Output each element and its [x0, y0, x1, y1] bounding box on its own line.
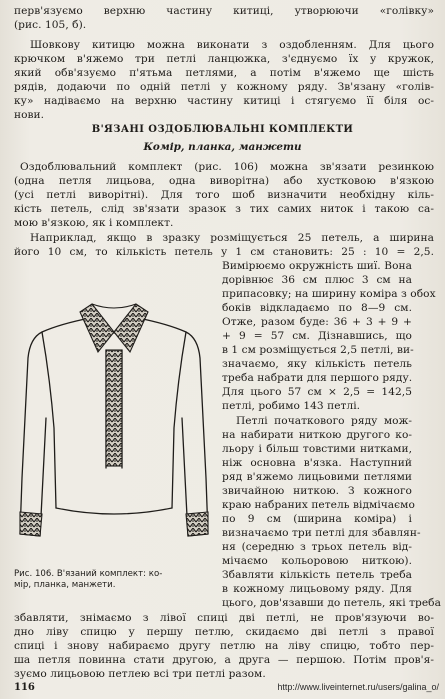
text-line: збавляти, знімаємо з лівої спиці дві петлі, не пров'язуючи во-: [14, 612, 434, 624]
text-line: + 9 = 57 см. Дізнавшись, що: [222, 330, 412, 342]
text-line: Шовкову китицю можна виконати з оздобленням. Для цього: [30, 39, 434, 51]
text-line: Оздоблювальний комплект (рис. 106) можна зв'язати резинкою: [20, 161, 434, 173]
text-line: ку» надіваємо на верхню частину китиці і стягуємо її біля ос-: [14, 95, 434, 107]
text-line: на набирати ниткою другого ко-: [222, 429, 412, 441]
text-line: ніж основна в'язка. Наступний: [222, 457, 412, 469]
text-line: боків відкладаємо по 8—9 см.: [222, 302, 412, 314]
text-line: мою в'язкою, як і комплект.: [14, 217, 174, 229]
text-line: (усі петлі виворітні). Для того шоб визначити необхідну кіль-: [14, 189, 434, 201]
text-line: в 1 см розміщується 2,5 петлі, ви-: [222, 344, 414, 356]
text-line: в кожному лицьовому ряду. Для: [222, 583, 412, 595]
subsection-title: Комір, планка, манжети: [143, 141, 302, 153]
text-line: петлі, робимо 143 петлі.: [222, 400, 361, 412]
text-line: ня (середню з трьох петель від-: [222, 541, 412, 553]
text-line: Наприклад, якщо в зразку розміщується 25 петель, а ширина: [30, 232, 434, 244]
text-line: ряд в'яжемо лицьовими петлями: [222, 471, 412, 483]
text-line: ша петля повинна стати другою, а друга — першою. Потім пров'я-: [14, 654, 434, 666]
text-line: треба набрати для першого ряду.: [222, 372, 413, 384]
text-line: Петлі початкового ряду мож-: [236, 415, 412, 427]
text-line: Вимірюємо окружність шиї. Вона: [222, 260, 412, 272]
text-line: краю набраних петель відмічаємо: [222, 499, 415, 511]
text-line: припасовку; на ширину коміра з обох: [222, 288, 436, 300]
text-line: нови.: [14, 109, 45, 121]
figure-caption-line: Рис. 106. В'язаний комплект: ко-: [14, 569, 163, 579]
text-line: Для цього 57 см × 2,5 = 142,5: [222, 386, 412, 398]
text-line: перв'язуємо верхню частину китиці, утворюючи «голівку»: [14, 5, 434, 17]
text-line: цього, дов'язавши до петель, які треба: [222, 597, 441, 609]
text-line: мічаємо кольоровою ниткою).: [222, 555, 412, 567]
text-line: (рис. 105, б).: [14, 19, 87, 31]
text-line: Отже, разом буде: 36 + 3 + 9 +: [222, 316, 412, 328]
cuff-left: [20, 512, 42, 536]
collar-left: [80, 304, 114, 352]
text-line: який обв'язуємо п'ятьма петлями, а потім в'яжемо ще шість: [14, 67, 434, 79]
figure-knitted-set: [10, 298, 218, 566]
text-line: спиці і знову набираємо другу петлю на ліву спицю, тобто пер-: [14, 640, 434, 652]
cuff-right: [186, 512, 208, 536]
text-line: зуємо лицьовою петлею всі три петлі разом.: [14, 668, 266, 680]
text-line: звичайною ниткою. З кожного: [222, 485, 412, 497]
page-number: 116: [14, 682, 35, 693]
watermark-url: http://www.liveinternet.ru/users/galina_o/: [277, 682, 439, 692]
text-line: визначаємо три петлі для збавлян-: [222, 527, 421, 539]
text-line: Збавляти кількість петель треба: [222, 569, 412, 581]
text-line: по 9 см (ширина коміра) і: [222, 513, 412, 525]
collar-right: [114, 304, 148, 352]
text-line: льору і більш товстими нитками,: [222, 443, 412, 455]
placket: [106, 350, 122, 466]
text-line: значаємо, яку кількість петель: [222, 358, 412, 370]
section-title: В'ЯЗАНІ ОЗДОБЛЮВАЛЬНІ КОМПЛЕКТИ: [91, 124, 354, 135]
text-line: його 10 см, то кількість петель у 1 см становить: 25 : 10 = 2,5.: [14, 246, 434, 258]
text-line: крючком в'яжемо три петлі ланцюжка, з'єднуємо їх у кружок,: [14, 53, 434, 65]
text-line: кість петель, слід зв'язати зразок з тих самих ниток і такою са-: [14, 203, 434, 215]
text-line: дорівнює 36 см плюс 3 см на: [222, 274, 412, 286]
figure-caption-line: мір, планка, манжети.: [14, 580, 116, 590]
text-line: дно ліву спицю у першу петлю, скидаємо дві петлі з правої: [14, 626, 434, 638]
text-line: (одна петля лицьова, одна виворітна) або хустковою в'язкою: [14, 175, 434, 187]
text-line: рядів, додаючи по одній петлі у кожному ряду. Зв'язану «голів-: [14, 81, 434, 93]
